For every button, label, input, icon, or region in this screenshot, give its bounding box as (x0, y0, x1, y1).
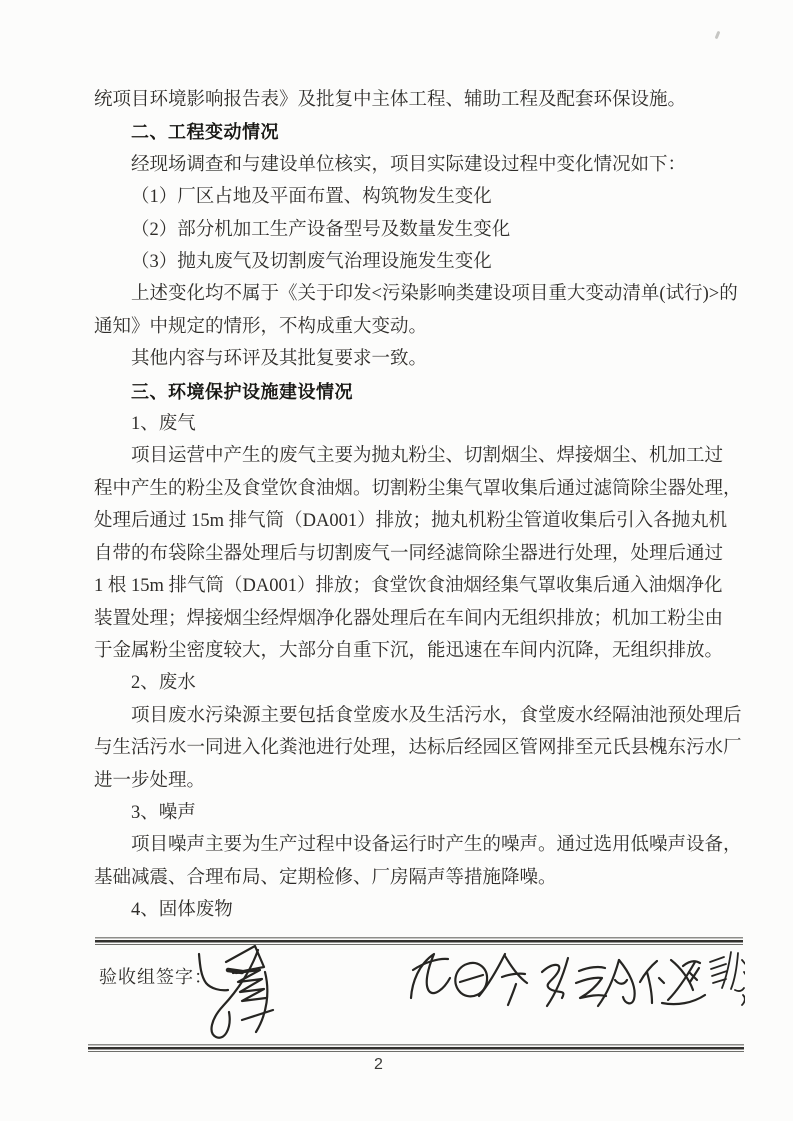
text-line: 基础减震、合理布局、定期检修、厂房隔声等措施降噪。 (94, 867, 557, 888)
signature-2 (411, 954, 527, 1005)
section-heading: 三、环境保护设施建设情况 (131, 381, 353, 402)
text-line: 进一步处理。 (94, 770, 206, 791)
text-line: 2、废水 (131, 673, 196, 694)
document-lines (94, 84, 750, 927)
text-line: 1 根 15m 排气筒（DA001）排放；食堂饮食油烟经集气罩收集后通入油烟净化 (94, 576, 723, 597)
section-heading: 二、工程变动情况 (131, 122, 279, 143)
text-line: 程中产生的粉尘及食堂饮食油烟。切割粉尘集气罩收集后通过滤筒除尘器处理， (94, 478, 742, 499)
text-line: 3、噪声 (131, 802, 196, 823)
text-line: 通知》中规定的情形，不构成重大变动。 (94, 316, 428, 337)
scan-speck (715, 31, 721, 40)
signature-4 (640, 960, 705, 1004)
text-line: （1）厂区占地及平面布置、构筑物发生变化 (131, 187, 492, 208)
text-line: （2）部分机加工生产设备型号及数量发生变化 (131, 219, 511, 240)
text-line: 上述变化均不属于《关于印发<污染影响类建设项目重大变动清单(试行)>的 (131, 284, 738, 305)
text-line: 处理后通过 15m 排气筒（DA001）排放；抛丸机粉尘管道收集后引入各抛丸机 (94, 511, 728, 532)
text-line: 项目运营中产生的废气主要为抛丸粉尘、切割烟尘、焊接烟尘、机加工过 (131, 446, 724, 467)
text-line: 统项目环境影响报告表》及批复中主体工程、辅助工程及配套环保设施。 (94, 90, 687, 110)
text-line: 1、废气 (131, 414, 196, 435)
text-line: 项目废水污染源主要包括食堂废水及生活污水，食堂废水经隔油池预处理后 (131, 705, 742, 726)
text-line: 与生活污水一同进入化粪池进行处理，达标后经园区管网排至元氏县槐东污水厂 (94, 738, 742, 759)
text-line: 于金属粉尘密度较大，大部分自重下沉，能迅速在车间内沉降，无组织排放。 (94, 640, 724, 661)
signature-5 (710, 952, 745, 1005)
signature-3 (542, 958, 635, 1006)
signature-1 (199, 946, 273, 1038)
text-line: 经现场调查和与建设单位核实，项目实际建设过程中变化情况如下： (131, 154, 687, 175)
signature-row-label: 验收组签字： (99, 967, 213, 987)
text-line: （3）抛丸废气及切割废气治理设施发生变化 (131, 252, 492, 273)
text-line: 项目噪声主要为生产过程中设备运行时产生的噪声。通过选用低噪声设备， (131, 835, 742, 856)
handwritten-signatures (95, 940, 745, 1046)
text-line: 其他内容与环评及其批复要求一致。 (131, 349, 428, 370)
page-number: 2 (374, 1056, 383, 1073)
text-line: 4、固体废物 (131, 900, 233, 921)
signature-row-bottom-border (88, 1044, 744, 1053)
text-line: 装置处理；焊接烟尘经焊烟净化器处理后在车间内无组织排放；机加工粉尘由 (94, 608, 724, 629)
text-line: 自带的布袋除尘器处理后与切割废气一同经滤筒除尘器进行处理，处理后通过 (94, 543, 724, 564)
